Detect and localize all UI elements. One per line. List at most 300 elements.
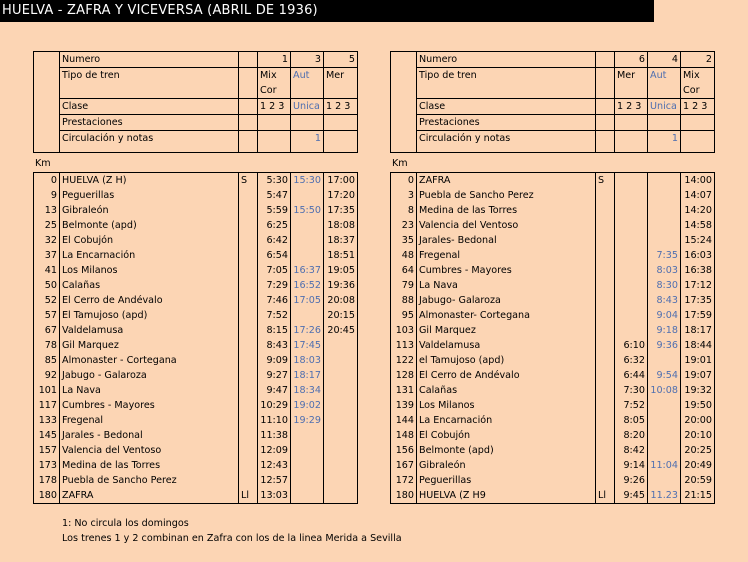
table-row (34, 308, 358, 323)
table-row (34, 263, 358, 278)
time-cell: 9:14 (615, 458, 648, 473)
flag-cell (239, 428, 258, 443)
km-cell: 8 (391, 203, 417, 218)
table-row (391, 368, 715, 383)
time-cell: 19:32 (681, 383, 715, 398)
time-cell (648, 188, 681, 203)
km-cell: 50 (34, 278, 60, 293)
station-cell: La Encarnación (60, 248, 239, 263)
left-clase-row (34, 99, 358, 115)
time-cell: 15:24 (681, 233, 715, 248)
table-row (391, 353, 715, 368)
time-cell (291, 308, 324, 323)
table-row (34, 293, 358, 308)
km-cell: 48 (391, 248, 417, 263)
station-cell: Almonaster- Cortegana (417, 308, 596, 323)
time-cell (291, 188, 324, 203)
km-cell: 95 (391, 308, 417, 323)
time-cell (615, 218, 648, 233)
time-cell: 9:54 (648, 368, 681, 383)
time-cell: 5:30 (258, 173, 291, 189)
flag-cell (596, 248, 615, 263)
flag-cell (596, 383, 615, 398)
km-cell: 167 (391, 458, 417, 473)
right-nota-4: 1 (648, 131, 681, 153)
station-cell: La Nava (417, 278, 596, 293)
table-row (391, 488, 715, 504)
km-cell: 78 (34, 338, 60, 353)
km-cell: 57 (34, 308, 60, 323)
time-cell: 8:42 (615, 443, 648, 458)
time-cell: 8:03 (648, 263, 681, 278)
time-cell (615, 308, 648, 323)
time-cell (291, 473, 324, 488)
flag-cell (596, 218, 615, 233)
time-cell (648, 218, 681, 233)
time-cell (324, 398, 358, 413)
flag-cell (239, 398, 258, 413)
time-cell (324, 383, 358, 398)
station-cell: Fregenal (60, 413, 239, 428)
time-cell: 7:05 (258, 263, 291, 278)
time-cell: 13:03 (258, 488, 291, 504)
table-row (34, 338, 358, 353)
time-cell: 17:26 (291, 323, 324, 338)
table-row (34, 233, 358, 248)
right-prestaciones-row (391, 115, 715, 131)
time-cell (324, 428, 358, 443)
km-cell: 35 (391, 233, 417, 248)
flag-cell (239, 413, 258, 428)
station-cell: ZAFRA (60, 488, 239, 504)
table-row (34, 383, 358, 398)
station-cell: El Cobujón (417, 428, 596, 443)
flag-cell (239, 458, 258, 473)
time-cell (615, 248, 648, 263)
flag-cell: Ll (596, 488, 615, 504)
km-cell: 172 (391, 473, 417, 488)
flag-cell (239, 218, 258, 233)
table-row (34, 443, 358, 458)
right-numero-6: 6 (615, 52, 648, 68)
km-cell: 37 (34, 248, 60, 263)
station-cell: Gibraleón (417, 458, 596, 473)
time-cell: 18:17 (681, 323, 715, 338)
note-1: 1: No circula los domingos (62, 518, 189, 529)
km-cell: 0 (34, 173, 60, 189)
time-cell: 20:08 (324, 293, 358, 308)
left-timetable (33, 172, 358, 504)
time-cell: 16:38 (681, 263, 715, 278)
right-prestaciones-label: Prestaciones (417, 115, 596, 131)
table-row (391, 203, 715, 218)
station-cell: Medina de las Torres (60, 458, 239, 473)
station-cell: Gil Marquez (60, 338, 239, 353)
time-cell: 5:47 (258, 188, 291, 203)
left-circulacion-label: Circulación y notas (60, 131, 239, 153)
time-cell (324, 353, 358, 368)
time-cell: 8:43 (258, 338, 291, 353)
right-circulacion-label: Circulación y notas (417, 131, 596, 153)
station-cell: Cumbres - Mayores (417, 263, 596, 278)
flag-cell (596, 443, 615, 458)
time-cell: 7:35 (648, 248, 681, 263)
time-cell: 10:08 (648, 383, 681, 398)
flag-cell (596, 263, 615, 278)
station-cell: Almonaster - Cortegana (60, 353, 239, 368)
station-cell: HUELVA (Z H9 (417, 488, 596, 504)
time-cell: 21:15 (681, 488, 715, 504)
time-cell (615, 188, 648, 203)
left-numero-label: Numero (60, 52, 239, 68)
time-cell: 17:05 (291, 293, 324, 308)
left-tipo-5: Mer (324, 68, 358, 99)
right-numero-row (391, 52, 715, 68)
time-cell: 18:51 (324, 248, 358, 263)
flag-cell (239, 383, 258, 398)
time-cell: 15:50 (291, 203, 324, 218)
time-cell: 7:29 (258, 278, 291, 293)
time-cell (324, 338, 358, 353)
table-row (34, 188, 358, 203)
left-prestaciones-label: Prestaciones (60, 115, 239, 131)
time-cell: 19:07 (681, 368, 715, 383)
flag-cell (596, 473, 615, 488)
km-cell: 79 (391, 278, 417, 293)
left-clase-label: Clase (60, 99, 239, 115)
table-row (391, 428, 715, 443)
right-tipo-row (391, 68, 715, 99)
time-cell: 6:10 (615, 338, 648, 353)
time-cell: 19:36 (324, 278, 358, 293)
time-cell: 8:05 (615, 413, 648, 428)
table-row (391, 323, 715, 338)
right-timetable (390, 172, 715, 504)
time-cell (648, 353, 681, 368)
flag-cell (596, 413, 615, 428)
km-cell: 67 (34, 323, 60, 338)
time-cell: 7:52 (615, 398, 648, 413)
time-cell: 16:52 (291, 278, 324, 293)
table-row (391, 248, 715, 263)
flag-cell (239, 188, 258, 203)
table-row (34, 488, 358, 504)
km-cell: 178 (34, 473, 60, 488)
flag-cell (239, 203, 258, 218)
left-numero-5: 5 (324, 52, 358, 68)
table-row (34, 413, 358, 428)
time-cell: 19:05 (324, 263, 358, 278)
time-cell: 6:44 (615, 368, 648, 383)
time-cell: 7:30 (615, 383, 648, 398)
time-cell: 15:30 (291, 173, 324, 189)
station-cell: Peguerillas (60, 188, 239, 203)
time-cell (291, 218, 324, 233)
left-circulacion-row (34, 131, 358, 153)
flag-cell (239, 248, 258, 263)
time-cell (324, 458, 358, 473)
time-cell: 19:29 (291, 413, 324, 428)
time-cell (615, 293, 648, 308)
km-cell: 101 (34, 383, 60, 398)
table-row (391, 308, 715, 323)
km-cell: 52 (34, 293, 60, 308)
right-clase-row (391, 99, 715, 115)
time-cell: 18:34 (291, 383, 324, 398)
left-nota-3: 1 (291, 131, 324, 153)
km-cell: 85 (34, 353, 60, 368)
time-cell (615, 233, 648, 248)
time-cell: 8:30 (648, 278, 681, 293)
time-cell (648, 413, 681, 428)
time-cell (291, 233, 324, 248)
time-cell: 7:52 (258, 308, 291, 323)
flag-cell (239, 308, 258, 323)
km-cell: 131 (391, 383, 417, 398)
time-cell: 12:57 (258, 473, 291, 488)
time-cell (648, 398, 681, 413)
station-cell: el Tamujoso (apd) (417, 353, 596, 368)
right-header-km-cell (391, 52, 417, 153)
time-cell: 9:09 (258, 353, 291, 368)
time-cell (648, 443, 681, 458)
table-row (391, 263, 715, 278)
right-clase-4: Unica (648, 99, 681, 115)
time-cell (324, 368, 358, 383)
km-cell: 156 (391, 443, 417, 458)
station-cell: Calañas (417, 383, 596, 398)
km-cell: 144 (391, 413, 417, 428)
station-cell: Fregenal (417, 248, 596, 263)
table-row (34, 428, 358, 443)
flag-cell (596, 308, 615, 323)
time-cell: 9:26 (615, 473, 648, 488)
right-numero-label: Numero (417, 52, 596, 68)
time-cell: 19:01 (681, 353, 715, 368)
km-cell: 0 (391, 173, 417, 189)
right-clase-2: 1 2 3 (681, 99, 715, 115)
km-cell: 32 (34, 233, 60, 248)
table-row (391, 338, 715, 353)
time-cell: 8:20 (615, 428, 648, 443)
table-row (34, 173, 358, 189)
time-cell: 17:00 (324, 173, 358, 189)
left-clase-1: 1 2 3 (258, 99, 291, 115)
station-cell: HUELVA (Z H) (60, 173, 239, 189)
table-row (34, 368, 358, 383)
time-cell: 6:42 (258, 233, 291, 248)
left-tipo-3: Aut (291, 68, 324, 99)
flag-cell: S (239, 173, 258, 189)
time-cell (324, 443, 358, 458)
table-row (391, 173, 715, 189)
flag-cell (596, 353, 615, 368)
station-cell: Jabugo - Galaroza (60, 368, 239, 383)
time-cell: 17:20 (324, 188, 358, 203)
station-cell: Los Milanos (60, 263, 239, 278)
time-cell: 14:58 (681, 218, 715, 233)
time-cell: 6:25 (258, 218, 291, 233)
right-circulacion-row (391, 131, 715, 153)
time-cell: 18:37 (324, 233, 358, 248)
time-cell: 20:10 (681, 428, 715, 443)
time-cell (615, 173, 648, 189)
time-cell: 18:44 (681, 338, 715, 353)
time-cell: 19:02 (291, 398, 324, 413)
right-numero-2: 2 (681, 52, 715, 68)
station-cell: Jarales- Bedonal (417, 233, 596, 248)
time-cell: 12:09 (258, 443, 291, 458)
time-cell (324, 473, 358, 488)
right-clase-label: Clase (417, 99, 596, 115)
flag-cell (239, 293, 258, 308)
time-cell (648, 173, 681, 189)
km-cell: 88 (391, 293, 417, 308)
flag-cell (239, 473, 258, 488)
right-tipo-4: Aut (648, 68, 681, 99)
time-cell: 17:12 (681, 278, 715, 293)
station-cell: Valdelamusa (60, 323, 239, 338)
flag-cell (239, 443, 258, 458)
table-row (391, 413, 715, 428)
time-cell: 17:35 (324, 203, 358, 218)
station-cell: Medina de las Torres (417, 203, 596, 218)
time-cell: 11.23 (648, 488, 681, 504)
km-cell: 148 (391, 428, 417, 443)
time-cell: 11:04 (648, 458, 681, 473)
flag-cell (596, 428, 615, 443)
left-numero-1: 1 (258, 52, 291, 68)
station-cell: Cumbres - Mayores (60, 398, 239, 413)
station-cell: Gibraleón (60, 203, 239, 218)
right-header-table (390, 51, 715, 153)
station-cell: ZAFRA (417, 173, 596, 189)
km-cell: 41 (34, 263, 60, 278)
time-cell: 9:36 (648, 338, 681, 353)
left-tipo-row (34, 68, 358, 99)
left-numero-3: 3 (291, 52, 324, 68)
time-cell: 18:03 (291, 353, 324, 368)
left-km-label: Km (35, 158, 51, 169)
table-row (391, 188, 715, 203)
time-cell: 9:18 (648, 323, 681, 338)
note-2: Los trenes 1 y 2 combinan en Zafra con los de la linea Merida a Sevilla (62, 533, 402, 544)
table-row (34, 248, 358, 263)
station-cell: La Nava (60, 383, 239, 398)
table-row (391, 443, 715, 458)
flag-cell (596, 368, 615, 383)
flag-cell (239, 278, 258, 293)
km-cell: 173 (34, 458, 60, 473)
time-cell (324, 488, 358, 504)
flag-cell (596, 278, 615, 293)
flag-cell (596, 293, 615, 308)
km-cell: 145 (34, 428, 60, 443)
time-cell: 20:25 (681, 443, 715, 458)
time-cell: 20:00 (681, 413, 715, 428)
time-cell (648, 428, 681, 443)
time-cell: 11:38 (258, 428, 291, 443)
time-cell: 9:27 (258, 368, 291, 383)
table-row (391, 458, 715, 473)
km-cell: 133 (34, 413, 60, 428)
flag-cell (596, 398, 615, 413)
time-cell (615, 263, 648, 278)
flag-cell (239, 233, 258, 248)
time-cell (324, 413, 358, 428)
time-cell (291, 488, 324, 504)
km-cell: 103 (391, 323, 417, 338)
station-cell: El Cerro de Andévalo (417, 368, 596, 383)
table-row (391, 473, 715, 488)
km-cell: 25 (34, 218, 60, 233)
station-cell: Valdelamusa (417, 338, 596, 353)
table-row (391, 383, 715, 398)
time-cell: 17:35 (681, 293, 715, 308)
time-cell: 20:59 (681, 473, 715, 488)
left-clase-5: 1 2 3 (324, 99, 358, 115)
time-cell: 7:46 (258, 293, 291, 308)
flag-cell (596, 458, 615, 473)
table-row (391, 278, 715, 293)
time-cell: 19:50 (681, 398, 715, 413)
right-km-label: Km (392, 158, 408, 169)
km-cell: 3 (391, 188, 417, 203)
time-cell: 12:43 (258, 458, 291, 473)
flag-cell (239, 368, 258, 383)
time-cell (291, 443, 324, 458)
table-row (34, 398, 358, 413)
time-cell: 20:15 (324, 308, 358, 323)
time-cell: 14:07 (681, 188, 715, 203)
time-cell (291, 428, 324, 443)
left-header-table (33, 51, 358, 153)
table-row (34, 218, 358, 233)
table-row (391, 398, 715, 413)
time-cell: 10:29 (258, 398, 291, 413)
km-cell: 180 (391, 488, 417, 504)
time-cell: 17:59 (681, 308, 715, 323)
time-cell (615, 278, 648, 293)
table-row (34, 323, 358, 338)
station-cell: Belmonte (apd) (417, 443, 596, 458)
time-cell (291, 248, 324, 263)
time-cell: 20:49 (681, 458, 715, 473)
flag-cell (239, 263, 258, 278)
time-cell: 8:15 (258, 323, 291, 338)
time-cell: 16:37 (291, 263, 324, 278)
flag-cell (596, 233, 615, 248)
table-row (391, 293, 715, 308)
time-cell: 8:43 (648, 293, 681, 308)
station-cell: Belmonte (apd) (60, 218, 239, 233)
station-cell: Puebla de Sancho Perez (417, 188, 596, 203)
flag-cell (239, 338, 258, 353)
page-title: HUELVA - ZAFRA Y VICEVERSA (ABRIL DE 1936) (0, 0, 654, 22)
km-cell: 23 (391, 218, 417, 233)
time-cell: 11:10 (258, 413, 291, 428)
station-cell: Puebla de Sancho Perez (60, 473, 239, 488)
time-cell: 16:03 (681, 248, 715, 263)
right-clase-6: 1 2 3 (615, 99, 648, 115)
time-cell: 6:32 (615, 353, 648, 368)
left-tipo-1: Mix Cor (258, 68, 291, 99)
flag-cell (239, 353, 258, 368)
table-row (34, 458, 358, 473)
station-cell: Gil Marquez (417, 323, 596, 338)
km-cell: 113 (391, 338, 417, 353)
station-cell: Calañas (60, 278, 239, 293)
